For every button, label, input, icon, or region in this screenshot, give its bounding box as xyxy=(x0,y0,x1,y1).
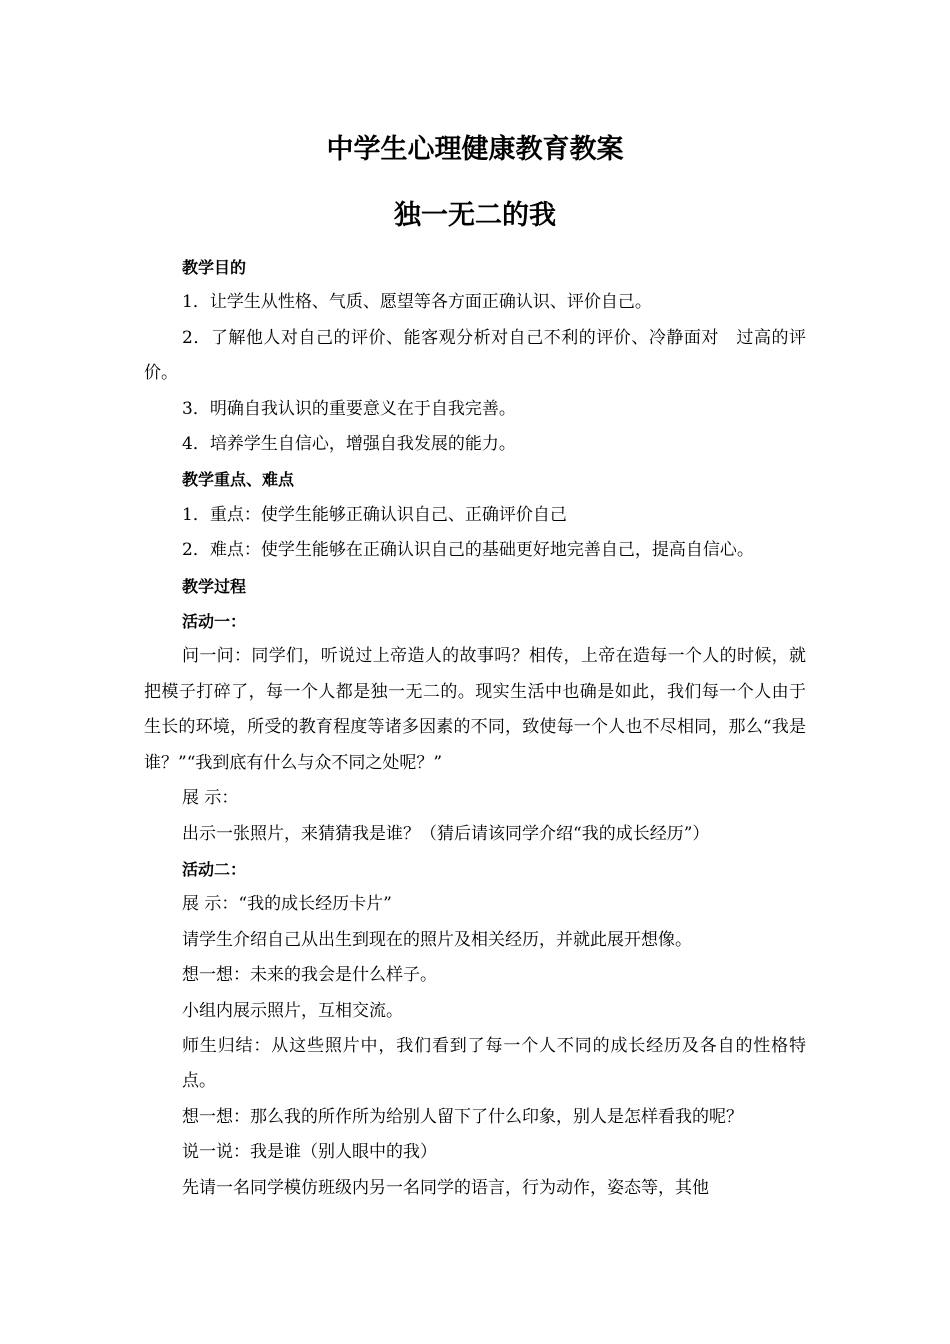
activity-2-imitate: 先请一名同学模仿班级内另一名同学的语言，行为动作，姿态等，其他 xyxy=(182,1177,709,1198)
goal-item-3: 3．明确自我认识的重要意义在于自我完善。 xyxy=(182,398,516,419)
activity-1-ask: 问一问：同学们，听说过上帝造人的故事吗？相传，上帝在造每一个人的时候，就把模子打碎了，每一个人都是独一无二的。现实生活中也确是如此，我们每一个人由于生长的环境，所受的教育程度等诸多因素的不同，致使每一个人也不尽相同，那么“我是谁？”“我到底有什么与众不同之处呢？” xyxy=(144,646,806,773)
goal-item-4: 4．培养学生自信心，增强自我发展的能力。 xyxy=(182,434,516,455)
section-heading-process: 教学过程 xyxy=(182,576,247,596)
section-heading-goal: 教学目的 xyxy=(182,258,247,277)
key-point-2: 2．难点：使学生能够在正确认识自己的基础更好地完善自己，提高自信心。 xyxy=(182,540,754,561)
activity-1-photo: 出示一张照片，来猜猜我是谁？（猜后请该同学介绍“我的成长经历”） xyxy=(182,823,710,844)
document-title: 中学生心理健康教育教案 xyxy=(326,134,624,165)
key-point-1: 1．重点：使学生能够正确认识自己、正确评价自己 xyxy=(182,504,567,525)
activity-2-intro: 请学生介绍自己从出生到现在的照片及相关经历，并就此展开想像。 xyxy=(182,929,692,950)
activity-2-say: 说一说：我是谁（别人眼中的我） xyxy=(182,1142,437,1163)
document-subtitle: 独一无二的我 xyxy=(394,200,556,231)
activity-2-think-1: 想一想：未来的我会是什么样子。 xyxy=(182,965,437,986)
activity-2-show: 展 示：“我的成长经历卡片” xyxy=(182,894,392,915)
goal-item-2: 2．了解他人对自己的评价、能客观分析对自己不利的评价、冷静面对 过高的评价。 xyxy=(144,327,806,384)
activity-2-heading: 活动二： xyxy=(182,859,247,879)
activity-1-heading: 活动一： xyxy=(182,612,247,632)
goal-item-1: 1．让学生从性格、气质、愿望等各方面正确认识、评价自己。 xyxy=(182,292,652,313)
activity-2-think-2: 想一想：那么我的所作所为给别人留下了什么印象，别人是怎样看我的呢？ xyxy=(182,1106,743,1127)
activity-2-group: 小组内展示照片，互相交流。 xyxy=(182,1000,403,1021)
section-heading-key-points: 教学重点、难点 xyxy=(182,470,295,490)
activity-2-summary: 师生归结：从这些照片中，我们看到了每一个人不同的成长经历及各自的性格特点。 xyxy=(182,1035,806,1092)
activity-1-show: 展 示： xyxy=(182,788,239,809)
